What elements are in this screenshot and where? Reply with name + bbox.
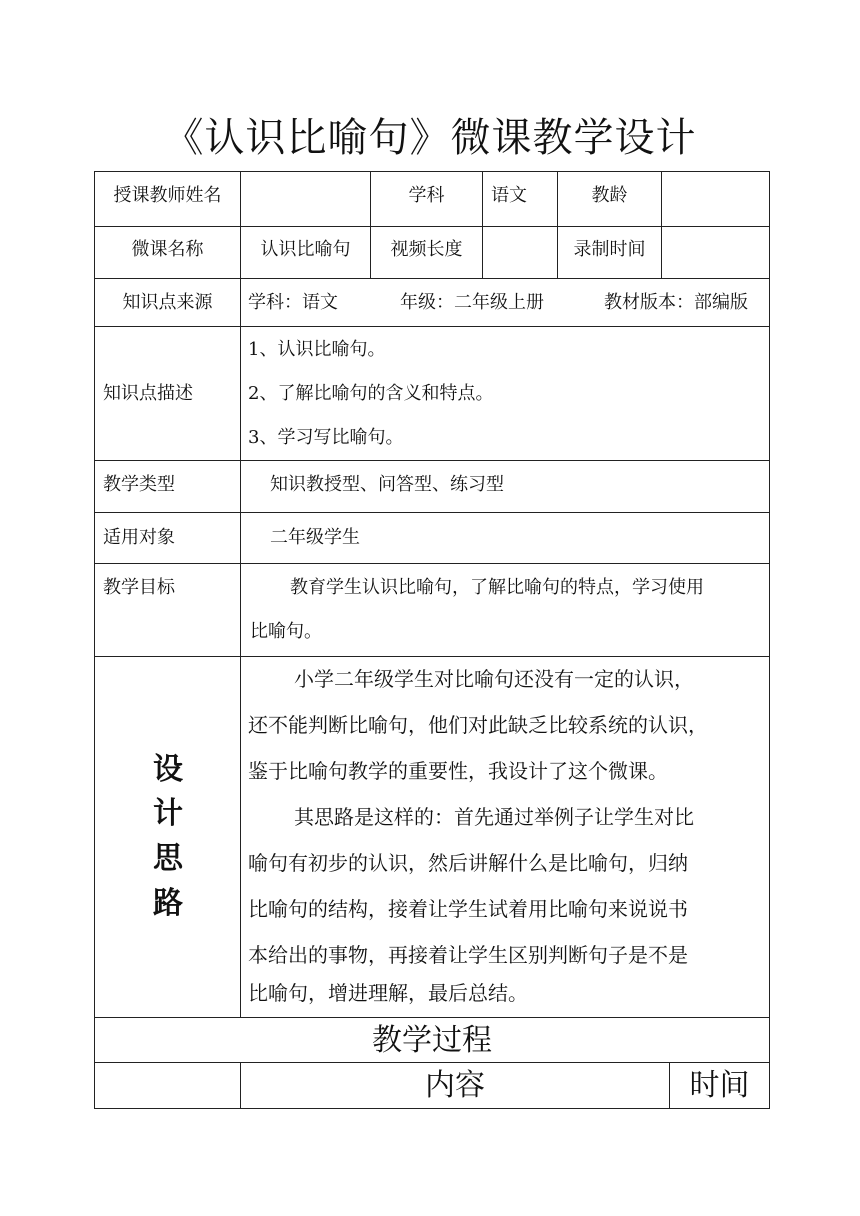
- design-label-char: 思: [153, 841, 183, 876]
- description-item: 3、学习写比喻句。: [248, 427, 404, 448]
- target-audience-label: 适用对象: [103, 527, 175, 548]
- design-text-line: 其思路是这样的：首先通过举例子让学生对比: [294, 805, 694, 829]
- design-label-char: 路: [153, 886, 183, 921]
- time-header: 时间: [689, 1068, 750, 1103]
- target-audience-value: 二年级学生: [270, 527, 360, 548]
- subject-label: 学科: [408, 185, 445, 206]
- subject-value: 语文: [491, 185, 527, 206]
- design-text-line: 小学二年级学生对比喻句还没有一定的认识，: [294, 667, 694, 691]
- video-length-label: 视频长度: [390, 239, 463, 260]
- knowledge-source-label: 知识点来源: [122, 292, 213, 313]
- design-text-line: 比喻句的结构，接着让学生试着用比喻句来说说书: [248, 897, 688, 921]
- page-title: 《认识比喻句》微课教学设计: [163, 115, 697, 161]
- record-time-label: 录制时间: [573, 239, 646, 260]
- design-text-line: 鉴于比喻句教学的重要性，我设计了这个微课。: [248, 759, 668, 783]
- course-name-value: 认识比喻句: [260, 239, 351, 260]
- teaching-goal-label: 教学目标: [103, 577, 175, 598]
- source-grade: 年级：二年级上册: [400, 292, 544, 313]
- design-text-line: 比喻句，增进理解，最后总结。: [248, 981, 528, 1005]
- teacher-name-label: 授课教师姓名: [113, 185, 222, 206]
- design-label-char: 计: [153, 796, 183, 831]
- knowledge-description-label: 知识点描述: [103, 383, 193, 404]
- description-item: 2、了解比喻句的含义和特点。: [248, 383, 494, 404]
- design-text-line: 还不能判断比喻句，他们对此缺乏比较系统的认识，: [248, 713, 708, 737]
- design-text-line: 喻句有初步的认识，然后讲解什么是比喻句，归纳: [248, 851, 688, 875]
- teaching-type-label: 教学类型: [103, 474, 175, 495]
- teaching-process-title: 教学过程: [372, 1023, 492, 1058]
- design-text-line: 本给出的事物，再接着让学生区别判断句子是不是: [248, 943, 688, 967]
- teaching-goal-line: 教育学生认识比喻句，了解比喻句的特点，学习使用: [290, 577, 704, 598]
- teaching-type-value: 知识教授型、问答型、练习型: [270, 474, 504, 495]
- content-header: 内容: [425, 1068, 485, 1103]
- teaching-goal-line: 比喻句。: [250, 621, 322, 642]
- design-label-char: 设: [153, 752, 183, 787]
- teaching-age-label: 教龄: [591, 185, 628, 206]
- source-edition: 教材版本：部编版: [604, 292, 748, 313]
- course-name-label: 微课名称: [131, 239, 204, 260]
- source-subject: 学科：语文: [248, 292, 338, 313]
- description-item: 1、认识比喻句。: [248, 339, 386, 360]
